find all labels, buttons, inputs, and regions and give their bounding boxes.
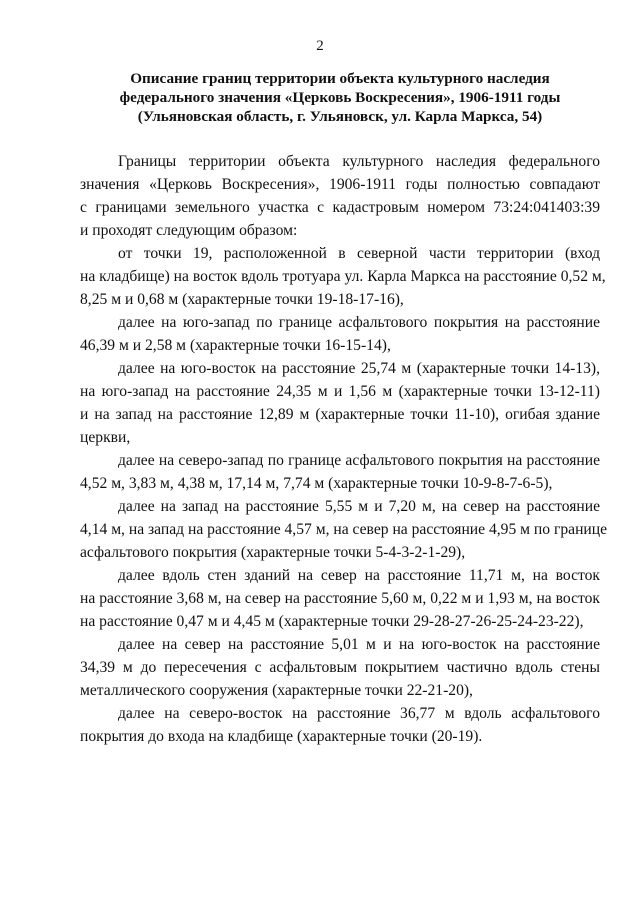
text-line: значения «Церковь Воскресения», 1906-1911 годы полностью совпадают <box>80 176 600 193</box>
text-line: и на запад на расстояние 12,89 м (характерные точки 11-10), огибая здание <box>80 406 600 423</box>
text-line: на юго-запад на расстояние 24,35 м и 1,56 м (характерные точки 13-12-11) <box>80 383 600 400</box>
paragraph-segment-14-10 <box>80 357 600 449</box>
paragraph-intro <box>80 150 600 242</box>
paragraph-segment-29-22 <box>80 564 600 633</box>
text-line: и проходят следующим образом: <box>80 222 298 239</box>
text-line: далее на юго-запад по границе асфальтового покрытия на расстояние <box>118 314 600 331</box>
document-body <box>80 150 608 748</box>
text-line: от точки 19, расположенной в северной части территории (вход <box>118 245 600 262</box>
paragraph-segment-22-20 <box>80 633 600 702</box>
text-line: далее на север на расстояние 5,01 м и на юго-восток на расстояние <box>118 636 600 653</box>
title-line: Описание границ территории объекта культурного наследия <box>130 70 550 87</box>
text-line: 8,25 м и 0,68 м (характерные точки 19-18-17-16), <box>80 291 404 308</box>
text-line: далее на юго-восток на расстояние 25,74 м (характерные точки 14-13), <box>118 360 600 377</box>
text-line: церкви, <box>80 429 131 446</box>
text-line: 4,14 м, на запад на расстояние 4,57 м, на север на расстояние 4,95 м по границе <box>80 521 608 538</box>
text-line: далее на северо-запад по границе асфальтового покрытия на расстояние <box>118 452 600 469</box>
title-line: федерального значения «Церковь Воскресения», 1906-1911 годы <box>119 89 561 106</box>
paragraph-segment-19-16 <box>80 242 606 311</box>
page-number: 2 <box>316 38 324 54</box>
text-line: на расстояние 0,47 м и 4,45 м (характерные точки 29-28-27-26-25-24-23-22), <box>80 613 584 630</box>
text-line: 4,52 м, 3,83 м, 4,38 м, 17,14 м, 7,74 м (характерные точки 10-9-8-7-6-5), <box>80 475 553 492</box>
paragraph-segment-5-29 <box>80 495 608 564</box>
text-line: 46,39 м и 2,58 м (характерные точки 16-15-14), <box>80 337 391 354</box>
text-line: на кладбище) на восток вдоль тротуара ул. Карла Маркса на расстояние 0,52 м, <box>80 268 606 285</box>
document-title <box>80 69 600 126</box>
text-line: покрытия до входа на кладбище (характерные точки (20-19). <box>80 728 483 745</box>
text-line: 34,39 м до пересечения с асфальтовым покрытием частично вдоль стены <box>80 659 600 676</box>
title-line: (Ульяновская область, г. Ульяновск, ул. Карла Маркса, 54) <box>137 108 543 125</box>
text-line: асфальтового покрытия (характерные точки 5-4-3-2-1-29), <box>80 544 466 561</box>
paragraph-segment-10-5 <box>80 449 600 495</box>
text-line: далее на запад на расстояние 5,55 м и 7,20 м, на север на расстояние <box>118 498 600 515</box>
paragraph-segment-16-14 <box>80 311 600 357</box>
text-line: с границами земельного участка с кадастровым номером 73:24:041403:39 <box>80 199 600 216</box>
paragraph-segment-20-19 <box>80 702 600 748</box>
text-line: металлического сооружения (характерные точки 22-21-20), <box>80 682 473 699</box>
text-line: далее на северо-восток на расстояние 36,77 м вдоль асфальтового <box>118 705 600 722</box>
text-line: Границы территории объекта культурного наследия федерального <box>118 153 600 170</box>
text-line: на расстояние 3,68 м, на север на расстояние 5,60 м, 0,22 м и 1,93 м, на восток <box>80 590 600 607</box>
text-line: далее вдоль стен зданий на север на расстояние 11,71 м, на восток <box>118 567 600 584</box>
